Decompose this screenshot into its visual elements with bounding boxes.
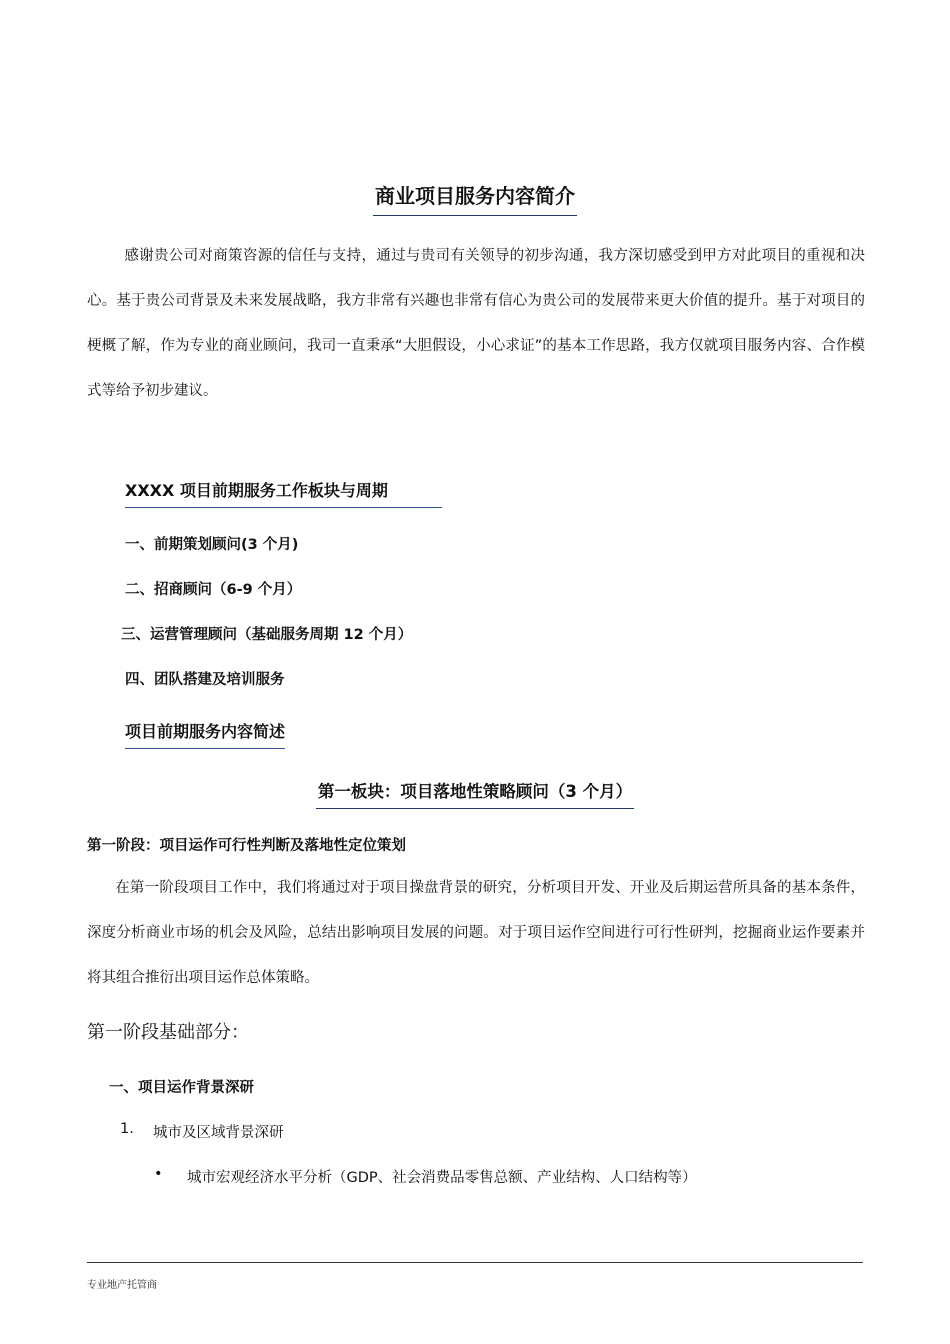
- document-title: [0, 180, 950, 216]
- intro-paragraph: [87, 234, 865, 414]
- module-item-1: 一、前期策划顾问(3 个月): [125, 537, 299, 553]
- bullet-icon: •: [154, 1166, 163, 1182]
- block1-heading-text: 第一板块：项目落地性策略顾问（3 个月）: [316, 778, 634, 809]
- document-title-text: 商业项目服务内容简介: [373, 180, 577, 216]
- stage1-heading: 第一阶段：项目运作可行性判断及落地性定位策划: [87, 838, 406, 854]
- stage1-paragraph: [87, 866, 865, 1001]
- section-heading-summary: 项目前期服务内容简述: [125, 719, 285, 749]
- list-number: 1.: [120, 1121, 134, 1137]
- stage1-basic-label: 第一阶段基础部分：: [87, 1022, 249, 1043]
- module-item-4: 四、团队搭建及培训服务: [125, 672, 285, 688]
- module-item-3: 三、运营管理顾问（基础服务周期 12 个月）: [121, 627, 413, 643]
- footer-divider: [87, 1262, 863, 1263]
- footer-text: 专业地产托管商: [87, 1280, 157, 1291]
- module-item-2: 二、招商顾问（6-9 个月）: [125, 582, 302, 598]
- list-item: 城市及区域背景深研: [153, 1125, 284, 1141]
- intro-text: 感谢贵公司对商策咨源的信任与支持，通过与贵司有关领导的初步沟通，我方深切感受到甲方对此项目的重视和决心。基于贵公司背景及未来发展战略，我方非常有兴趣也非常有信心为贵公司的发展带来更大价值的提升。基于对项目的梗概了解，作为专业的商业顾问，我司一直秉承“大胆假设，小心求证”的基本工作思路，我方仅就项目服务内容、合作模式等给予初步建议。: [87, 248, 865, 399]
- item1-heading: 一、项目运作背景深研: [109, 1080, 254, 1096]
- stage1-text: 在第一阶段项目工作中，我们将通过对于项目操盘背景的研究，分析项目开发、开业及后期运营所具备的基本条件，深度分析商业市场的机会及风险，总结出影响项目发展的问题。对于项目运作空间进行可行性研判，挖掘商业运作要素并将其组合推衍出项目运作总体策略。: [87, 880, 865, 986]
- block1-heading: [0, 778, 950, 809]
- section-heading-modules: XXXX 项目前期服务工作板块与周期: [125, 478, 442, 508]
- bullet-item: 城市宏观经济水平分析（GDP、社会消费品零售总额、产业结构、人口结构等）: [187, 1170, 697, 1186]
